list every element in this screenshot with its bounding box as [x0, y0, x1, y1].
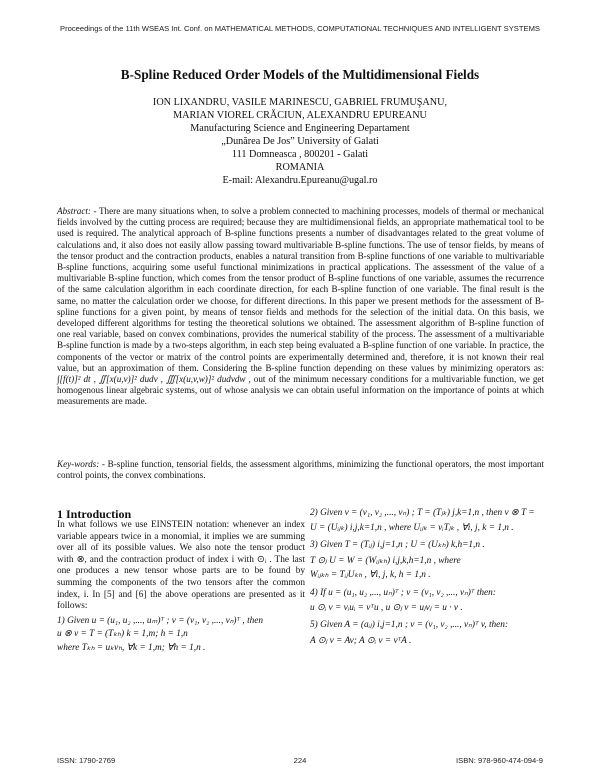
- country: ROMANIA: [275, 162, 325, 173]
- item-4-result: u ⊙ᵢ v = vᵢuᵢ = vᵀu , u ⊙ⱼ v = uⱼvⱼ = u · v .: [310, 602, 463, 613]
- abstract: [57, 206, 544, 408]
- abstract-text: - There are many situations when, to solve a problem connected to machining processes, models of thermal or mechanical fields involved by the cutting process are required; because they are multidimensional fields, an appropriate mathematical tool to be used is required. The analytical approach of B-spline functions presents a number of disadvantages related to the great volume of calculations and, it also does not easily allow passing toward multivariable B-spline functions. The use of tensor fields, by means of the tensor product and the contraction products, enables a natural transition from B-spline functions of one variable to multivariable B-spline functions, acquiring some useful functional minimizations in practical applications. The assessment of the value of a multivariable B-spline function, which comes from the tensor product of B-spline functions of one variable, assumes the recurrence of the same calculation algorithm in each coordinate direction, for each B-spline function of one variable. The final result is the same, no matter the calculation order we choose, for different directions. In this paper we present methods for the assessment of B-spline functions for a given point, by means of tensor fields and methods for the selection of the initial data. On this basis, we developed different algorithms for testing the theoretical solutions we obtained. The assessment algorithm of B-spline function of one real variable, based on convex combinations, provides the numerical stability of the process. The assessment of a multivariable B-spline function is made by a two-steps algorithm, in each step being evaluated a B-spline function of one variable. In practice, the components of the vector or matrix of the control points are experimentally determined and, therefore, it is not known their real value, but an approximation of them. Considering the B-spline function depending on these values by minimizing operators: [57, 206, 544, 373]
- running-header: Proceedings of the 11th WSEAS Int. Conf. on MATHEMATICAL METHODS, COMPUTATIONAL TECHNIQUES AND INTELLIGENT SYSTEMS: [60, 24, 540, 33]
- item-3-definition: 3) Given T = (Tᵢⱼ) i,j=1,n ; U = (Uₖₕ) k,h=1,n .: [310, 540, 485, 551]
- item-3-product: T ⊙ⱼ U = W = (Wᵢⱼₖₕ) i,j,k,h=1,n , where: [310, 555, 461, 566]
- item-3-where: Wᵢⱼₖₕ = TᵢⱼUₖₕ , ∀i, j, k, h = 1,n .: [310, 570, 431, 581]
- footer-isbn: ISBN: 978-960-474-094-9: [456, 756, 543, 765]
- university: „Dunărea De Jos” University of Galati: [221, 136, 379, 147]
- affiliation: Manufacturing Science and Engineering Departament: [190, 123, 410, 134]
- item-1-where: where Tₖₕ = uₖvₕ, ∀k = 1,m; ∀h = 1,n .: [57, 642, 206, 653]
- footer-page-number: 224: [293, 756, 307, 765]
- item-2-definition: 2) Given v = (v₁, v₂ ,..., vₙ) ; T = (Tⱼₖ) j,k=1,n , then v ⊗ T =: [310, 508, 535, 518]
- left-column: [57, 520, 305, 657]
- right-column: [310, 508, 550, 650]
- intro-paragraph: In what follows we use EINSTEIN notation: whenever an index variable appears twice in a monomial, it implies we are summing over all of its possible values. We also note the tensor product with ⊗, and the contraction product of index i with ⊙ᵢ . The last one produces a new tensor whose parts are to be found by summing the components of the two tensors after the common index, i. In [5] and [6] the above operations are presented as it follows:: [57, 520, 305, 612]
- item-1-definition: 1) Given u = (u₁, u₂ ,..., uₘ)ᵀ ; v = (v₁, v₂ ,..., vₙ)ᵀ , then: [57, 615, 264, 626]
- keywords-label: Key-words:: [57, 459, 100, 469]
- item-2-where: U = (Uᵢⱼₖ) i,j,k=1,n , where Uᵢⱼₖ = vᵢTⱼₖ , ∀i, j, k = 1,n .: [310, 522, 514, 533]
- item-5-definition: 5) Given A = (aᵢⱼ) i,j=1,n ; v = (v₁, v₂ ,..., vₙ)ᵀ v, then:: [310, 620, 509, 631]
- item-1-product: u ⊗ v = T = (Tₖₕ) k = 1,m; h = 1,n: [57, 629, 188, 640]
- item-5-result: A ⊙ⱼ v = Av; A ⊙ᵢ v = vᵀA .: [310, 635, 412, 646]
- authors-line-2: MARIAN VIOREL CRĂCIUN, ALEXANDRU EPUREANU: [173, 110, 427, 121]
- address: 111 Domneasca , 800201 - Galati: [231, 149, 369, 160]
- footer-issn: ISSN: 1790-2769: [57, 756, 116, 765]
- paper-title: B-Spline Reduced Order Models of the Multidimensional Fields: [120, 67, 480, 82]
- abstract-tail: out of the minimum necessary conditions for a multivariable function, we get homogenous linear algebraic systems, out of whose analysis we can obtain useful information on the importance of points at which measurements are made.: [57, 374, 545, 407]
- item-4-definition: 4) If u = (u₁, u₂ ,..., uₙ)ᵀ ; v = (v₁, v₂ ,..., vₙ)ᵀ then:: [310, 587, 496, 598]
- authors-line-1: ION LIXANDRU, VASILE MARINESCU, GABRIEL FRUMUŞANU,: [152, 97, 448, 108]
- abstract-ops-math: ∫[f(t)]² dt , ∬[x(u,v)]² dudv , ∭[x(u,v,w)]² dudvdw ,: [57, 374, 251, 385]
- email: E-mail: Alexandru.Epureanu@ugal.ro: [222, 175, 378, 186]
- abstract-ops-prefix: as:: [533, 362, 544, 373]
- section-heading: 1 Introduction: [57, 507, 132, 521]
- keywords: [57, 459, 544, 481]
- keywords-text: - B-spline function, tensorial fields, the assessment algorithms, minimizing the functional operators, the most important control points, the convex combinations.: [57, 459, 544, 481]
- abstract-label: Abstract:: [57, 206, 91, 216]
